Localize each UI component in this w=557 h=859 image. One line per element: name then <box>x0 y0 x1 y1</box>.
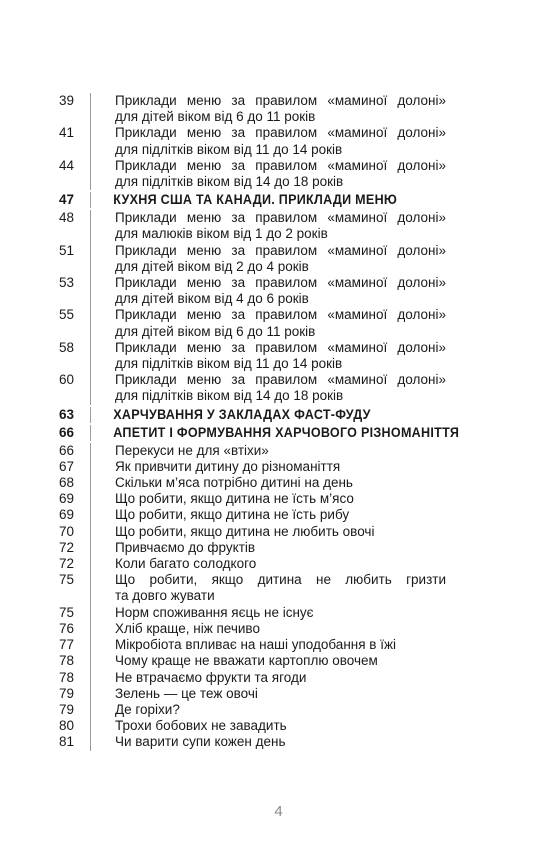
toc-entry-title <box>90 556 515 572</box>
toc-entry-title <box>90 425 522 441</box>
toc-entry-line: та довго жувати <box>115 588 215 604</box>
toc-page-number: 68 <box>58 475 74 491</box>
toc-page-number: 58 <box>58 339 74 355</box>
toc-page-number: 81 <box>58 734 74 750</box>
toc-entry-line: Скільки м’яса потрібно дитині на день <box>115 475 353 491</box>
toc-section-heading <box>0 192 557 208</box>
toc-entry-title <box>90 407 522 423</box>
toc-section-heading <box>0 407 557 423</box>
toc-entry <box>0 475 557 491</box>
toc-entry <box>0 702 557 718</box>
toc-page-number: 48 <box>58 210 74 226</box>
toc-entry-line: Чому краще не вважати картоплю овочем <box>115 653 378 669</box>
toc-entry-title <box>90 125 515 157</box>
toc-entry-title <box>90 686 515 702</box>
toc-page-number: 55 <box>58 307 74 323</box>
toc-entry-line: для дітей віком від 2 до 4 років <box>115 258 309 274</box>
toc-entry-title <box>90 637 515 653</box>
toc-entry-line: Коли багато солодкого <box>115 556 257 572</box>
toc-entry-title <box>90 158 515 190</box>
toc-page-number: 79 <box>58 701 74 717</box>
toc-entry <box>0 556 557 572</box>
toc-page-number: 39 <box>58 93 74 108</box>
toc-page-number: 63 <box>58 406 74 422</box>
toc-entry <box>0 637 557 653</box>
toc-entry-title <box>90 621 515 637</box>
toc-page-number: 66 <box>58 442 74 458</box>
toc-page-number: 80 <box>58 718 74 734</box>
toc-entry-line: Приклади меню за правилом «маминої долоні» <box>115 275 446 291</box>
toc-page-number: 67 <box>58 458 74 474</box>
toc-entry <box>0 686 557 702</box>
toc-entry-line: АПЕТИТ І ФОРМУВАННЯ ХАРЧОВОГО РІЗНОМАНІТТЯ <box>113 424 460 440</box>
toc-entry <box>0 443 557 459</box>
toc-page-number: 44 <box>58 157 74 173</box>
toc-entry-title <box>90 475 515 491</box>
toc-entry <box>0 653 557 669</box>
toc-entry-line: для дітей віком від 6 до 11 років <box>115 323 316 339</box>
toc-entry <box>0 491 557 507</box>
toc-entry-title <box>90 275 515 307</box>
toc-entry <box>0 718 557 734</box>
toc-entry <box>0 210 557 242</box>
toc-entry <box>0 524 557 540</box>
toc-entry-line: для дітей віком від 6 до 11 років <box>115 109 316 125</box>
toc-entry-title <box>90 459 515 475</box>
toc-entry-title <box>90 307 515 339</box>
toc-page-number: 60 <box>58 372 74 388</box>
toc-entry-title <box>90 718 515 734</box>
toc-entry <box>0 605 557 621</box>
toc-entry-line: для підлітків віком від 11 до 14 років <box>115 141 343 157</box>
toc-entry-title <box>90 524 515 540</box>
toc-entry <box>0 372 557 404</box>
toc-entry-line: Що робити, якщо дитина не любить овочі <box>115 523 375 539</box>
toc-page-number: 47 <box>58 192 74 208</box>
toc-entry <box>0 275 557 307</box>
toc-entry-line: Приклади меню за правилом «маминої долоні» <box>115 372 446 388</box>
toc-entry-line: для дітей віком від 4 до 6 років <box>115 291 309 307</box>
toc-entry <box>0 125 557 157</box>
toc-entry-line: Трохи бобових не завадить <box>115 718 287 734</box>
toc-entry <box>0 340 557 372</box>
toc-entry-line: Що робити, якщо дитина не любить гризти <box>115 572 446 588</box>
toc-page-number: 75 <box>58 572 74 588</box>
toc-entry-title <box>90 572 515 604</box>
toc-entry-line: Мікробіота впливає на наші уподобання в їжі <box>115 637 396 653</box>
toc-entry-line: Перекуси не для «втіхи» <box>115 442 269 458</box>
toc-entry <box>0 507 557 523</box>
toc-entry-title <box>90 734 515 750</box>
toc-page-number: 77 <box>58 637 74 653</box>
toc-page-number: 66 <box>58 424 74 440</box>
toc-entry-line: Приклади меню за правилом «маминої долоні» <box>115 242 446 258</box>
toc-entry-title <box>90 340 515 372</box>
toc-entry-line: Приклади меню за правилом «маминої долоні» <box>115 125 446 141</box>
toc-entry <box>0 459 557 475</box>
toc-page-number: 75 <box>58 604 74 620</box>
toc-entry-title <box>90 670 515 686</box>
toc-entry-line: Норм споживання яєць не існує <box>115 604 314 620</box>
toc-entry-line: Приклади меню за правилом «маминої долоні» <box>115 93 446 108</box>
toc-page-number: 69 <box>58 507 74 523</box>
toc-page-number: 72 <box>58 556 74 572</box>
toc-page-number: 41 <box>58 125 74 141</box>
toc-page-number: 72 <box>58 539 74 555</box>
toc-entry-line: Зелень — це теж овочі <box>115 685 258 701</box>
toc-entry-title <box>90 443 515 459</box>
toc-entry-title <box>90 93 515 125</box>
toc-entry-line: Приклади меню за правилом «маминої долоні» <box>115 307 446 323</box>
toc-entry-title <box>90 210 515 242</box>
toc-entry-line: КУХНЯ США ТА КАНАДИ. ПРИКЛАДИ МЕНЮ <box>113 192 398 208</box>
toc-entry-title <box>90 653 515 669</box>
toc-entry-line: для підлітків віком від 14 до 18 років <box>115 174 344 190</box>
page-number: 4 <box>274 803 283 820</box>
toc-page-number: 53 <box>58 275 74 291</box>
toc-entry-title <box>90 605 515 621</box>
toc-entry <box>0 621 557 637</box>
toc-entry-title <box>90 491 515 507</box>
table-of-contents <box>0 93 557 751</box>
toc-entry-line: ХАРЧУВАННЯ У ЗАКЛАДАХ ФАСТ-ФУДУ <box>113 406 371 422</box>
toc-entry <box>0 307 557 339</box>
toc-entry-title <box>90 507 515 523</box>
toc-entry <box>0 734 557 750</box>
toc-entry <box>0 540 557 556</box>
toc-entry-line: для малюків віком від 1 до 2 років <box>115 226 328 242</box>
toc-entry-title <box>90 192 522 208</box>
toc-entry <box>0 93 557 125</box>
toc-entry <box>0 243 557 275</box>
toc-page-number: 78 <box>58 653 74 669</box>
toc-entry-line: Як привчити дитину до різноманіття <box>115 458 341 474</box>
toc-entry <box>0 572 557 604</box>
toc-entry-line: Приклади меню за правилом «маминої долоні» <box>115 157 446 173</box>
toc-entry-line: Що робити, якщо дитина не їсть рибу <box>115 507 350 523</box>
toc-entry-line: Не втрачаємо фрукти та ягоди <box>115 669 307 685</box>
toc-entry <box>0 670 557 686</box>
toc-entry-title <box>90 372 515 404</box>
toc-entry-title <box>90 702 515 718</box>
toc-entry-line: для підлітків віком від 11 до 14 років <box>115 356 343 372</box>
toc-entry-line: Чи варити супи кожен день <box>115 734 286 750</box>
toc-page-number: 69 <box>58 491 74 507</box>
toc-entry-title <box>90 540 515 556</box>
toc-entry-line: для підлітків віком від 14 до 18 років <box>115 388 344 404</box>
toc-entry-line: Привчаємо до фруктів <box>115 539 256 555</box>
toc-entry-line: Де горіхи? <box>115 701 180 717</box>
toc-page-number: 76 <box>58 620 74 636</box>
toc-entry-line: Приклади меню за правилом «маминої долоні» <box>115 339 446 355</box>
toc-page-number: 51 <box>58 242 74 258</box>
toc-entry-line: Приклади меню за правилом «маминої долоні» <box>115 210 446 226</box>
toc-page-number: 70 <box>58 523 74 539</box>
toc-entry-line: Що робити, якщо дитина не їсть м’ясо <box>115 491 354 507</box>
toc-page-number: 78 <box>58 669 74 685</box>
toc-entry-title <box>90 243 515 275</box>
toc-page-number: 79 <box>58 685 74 701</box>
toc-entry <box>0 158 557 190</box>
toc-entry-line: Хліб краще, ніж печиво <box>115 620 260 636</box>
toc-section-heading <box>0 425 557 441</box>
